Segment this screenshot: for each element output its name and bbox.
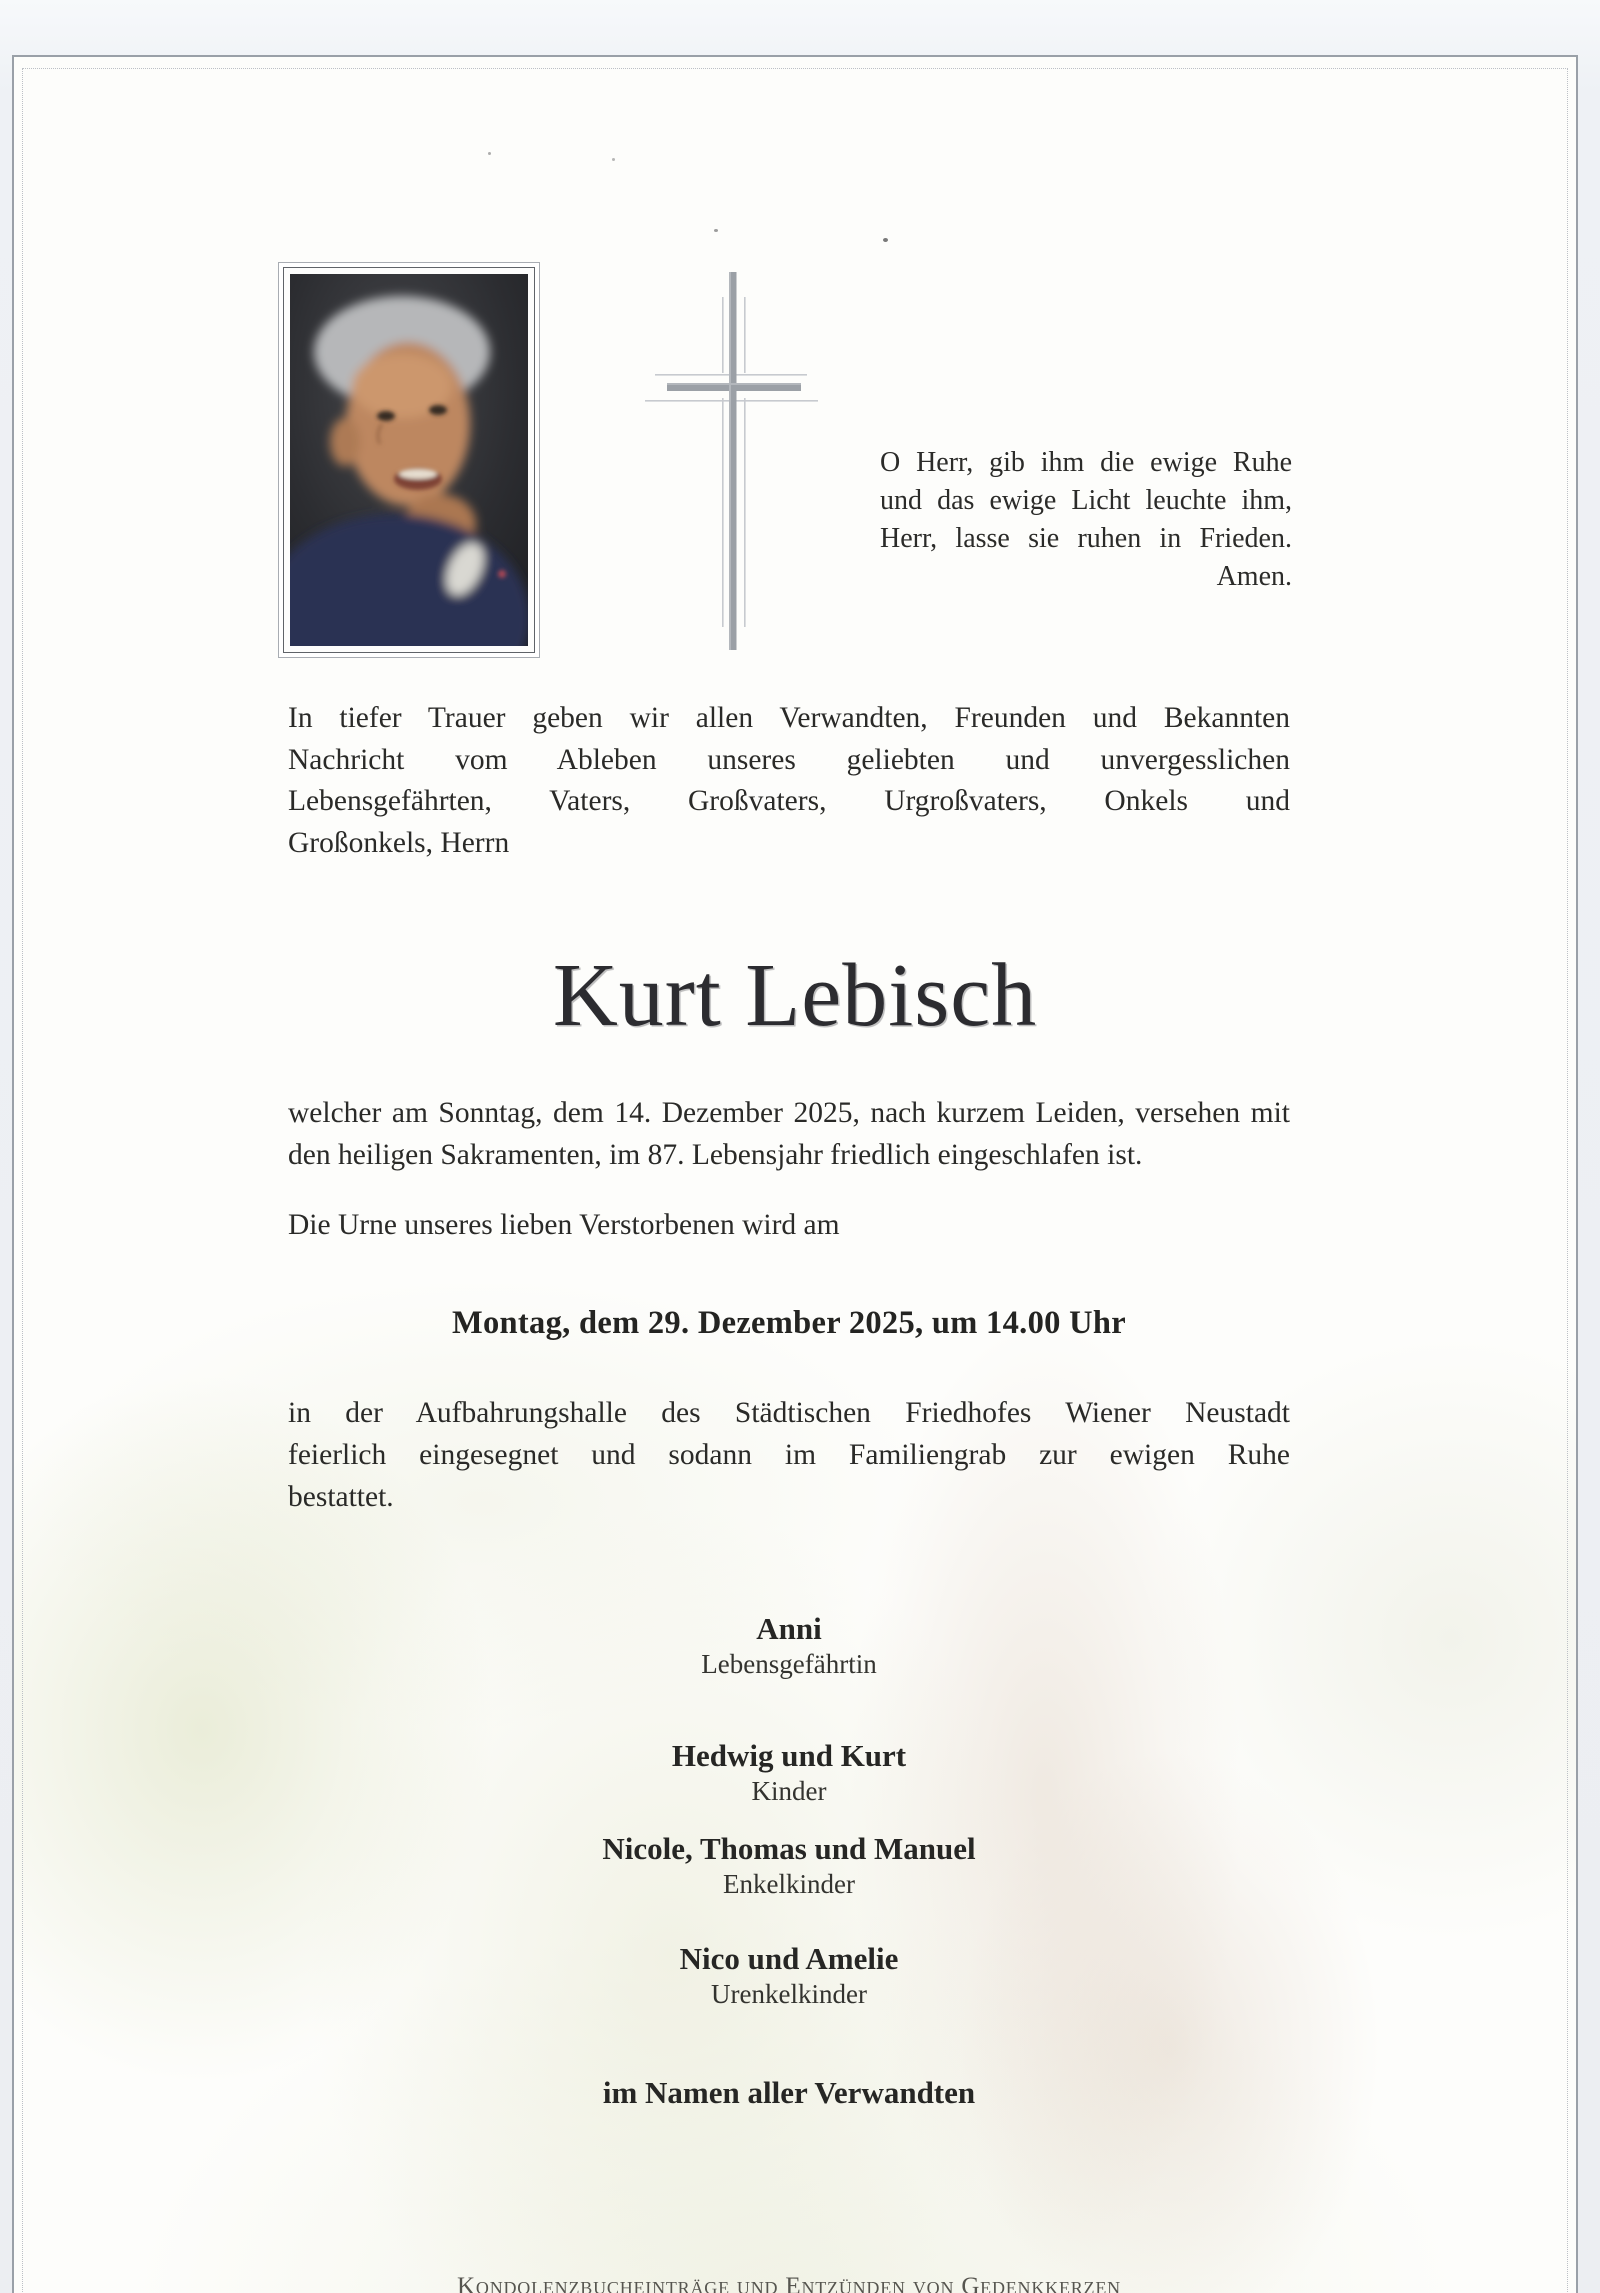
closing-line: im Namen aller Verwandten [602,2075,976,2110]
ceremony-line: bestattet. [288,1481,394,1513]
mourner-entry [288,1610,1290,1681]
deceased-portrait-photo [278,262,540,658]
mourner-names: Nicole, Thomas und Manuel [602,1831,976,1866]
mourner-names: Nico und Amelie [679,1941,899,1976]
mourner-relation: Lebensgefährtin [701,1649,877,1679]
death-notice-line: den heiligen Sakramenten, im 87. Lebensjahr friedlich eingeschlafen ist. [288,1139,1143,1171]
prayer-line: Herr, lasse sie ruhen in Frieden. [880,523,1292,554]
mourner-entry [288,1737,1290,1808]
ceremony-line: feierlich eingesegnet und sodann im Familiengrab zur ewigen Ruhe [288,1439,1290,1471]
scan-speck [488,152,491,155]
portrait-photo-frame [283,267,535,653]
mourner-relation: Kinder [751,1776,827,1806]
mourner-entry [288,1940,1290,2011]
ceremony-paragraph [288,1392,1290,1518]
scan-speck [612,158,615,161]
memorial-cross-icon [640,265,830,660]
mourner-names: Anni [756,1611,822,1646]
deceased-name: Kurt Lebisch [552,946,1038,1045]
death-notice-paragraph [288,1092,1290,1176]
intro-line: Nachricht vom Ableben unseres geliebten und unvergesslichen [288,743,1290,776]
prayer-line: O Herr, gib ihm die ewige Ruhe [880,447,1292,478]
mourner-relation: Urenkelkinder [711,1979,867,2009]
scan-speck [714,229,718,232]
mourner-names: Hedwig und Kurt [671,1738,907,1773]
prayer-amen-line: Amen. [1216,561,1292,592]
intro-line: Lebensgefährten, Vaters, Großvaters, Urgroßvaters, Onkels und [288,785,1290,817]
death-notice-line: welcher am Sonntag, dem 14. Dezember 2025, nach kurzem Leiden, versehen mit [288,1097,1290,1129]
ceremony-line: in der Aufbahrungshalle des Städtischen Friedhofes Wiener Neustadt [288,1397,1290,1429]
intro-line: In tiefer Trauer geben wir allen Verwandten, Freunden und Bekannten [288,702,1290,734]
prayer-line: und das ewige Licht leuchte ihm, [880,485,1292,516]
scan-speck [883,238,888,242]
obituary-paper [12,55,1578,2293]
portrait-photo-image [290,274,528,646]
ceremony-datetime: Montag, dem 29. Dezember 2025, um 14.00 Uhr [452,1305,1126,1341]
intro-line: Großonkels, Herrn [288,826,510,859]
mourning-intro-paragraph [288,698,1290,864]
mourner-relation: Enkelkinder [723,1869,855,1899]
mourner-entry [288,1830,1290,1901]
urn-intro-line: Die Urne unseres lieben Verstorbenen wird am [288,1209,840,1241]
condolence-footer-line: Kondolenzbucheinträge und Entzünden von Gedenkkerzen [457,2273,1121,2293]
opening-prayer [880,444,1292,596]
